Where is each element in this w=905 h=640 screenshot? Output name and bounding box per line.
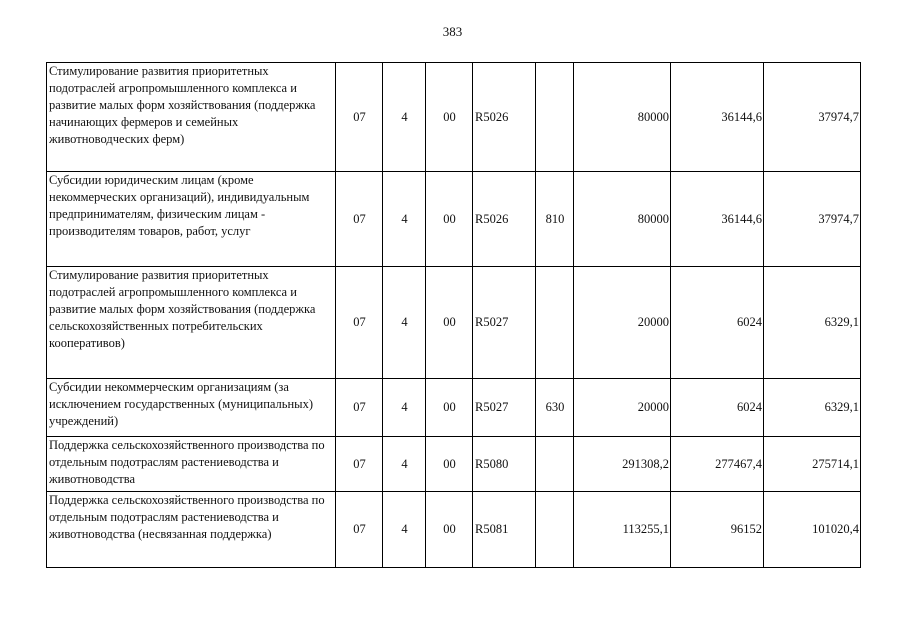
cell-value-3: 101020,4 bbox=[764, 492, 861, 568]
cell-value-2: 36144,6 bbox=[671, 63, 764, 172]
cell-value-2: 6024 bbox=[671, 379, 764, 437]
table-row bbox=[47, 63, 861, 172]
budget-table bbox=[46, 62, 861, 568]
cell-section: 07 bbox=[336, 267, 383, 379]
cell-value-3: 37974,7 bbox=[764, 172, 861, 267]
cell-section: 07 bbox=[336, 492, 383, 568]
cell-target: R5026 bbox=[473, 63, 536, 172]
cell-value-3: 275714,1 bbox=[764, 437, 861, 492]
table-row bbox=[47, 172, 861, 267]
table-row bbox=[47, 379, 861, 437]
cell-subsection: 4 bbox=[383, 172, 426, 267]
row-name: Поддержка сельскохозяйственного производства по отдельным подотраслям растениеводства и животноводства bbox=[47, 437, 336, 492]
cell-program: 00 bbox=[426, 379, 473, 437]
cell-type bbox=[536, 63, 574, 172]
cell-target: R5026 bbox=[473, 172, 536, 267]
cell-section: 07 bbox=[336, 379, 383, 437]
cell-subsection: 4 bbox=[383, 379, 426, 437]
cell-program: 00 bbox=[426, 172, 473, 267]
table-row bbox=[47, 437, 861, 492]
cell-value-2: 277467,4 bbox=[671, 437, 764, 492]
cell-target: R5081 bbox=[473, 492, 536, 568]
cell-subsection: 4 bbox=[383, 63, 426, 172]
cell-section: 07 bbox=[336, 437, 383, 492]
cell-type bbox=[536, 437, 574, 492]
cell-program: 00 bbox=[426, 492, 473, 568]
cell-target: R5027 bbox=[473, 379, 536, 437]
row-name: Стимулирование развития приоритетных подотраслей агропромышленного комплекса и развитие малых форм хозяйствования (поддержка сельскохозяйственных потребительских кооперативов) bbox=[47, 267, 336, 379]
cell-value-1: 80000 bbox=[574, 172, 671, 267]
cell-section: 07 bbox=[336, 172, 383, 267]
cell-value-2: 36144,6 bbox=[671, 172, 764, 267]
row-name: Поддержка сельскохозяйственного производства по отдельным подотраслям растениеводства и животноводства (несвязанная поддержка) bbox=[47, 492, 336, 568]
row-name: Субсидии юридическим лицам (кроме некоммерческих организаций), индивидуальным предпринимателям, физическим лицам - производителям товаров, работ, услуг bbox=[47, 172, 336, 267]
cell-value-1: 80000 bbox=[574, 63, 671, 172]
cell-program: 00 bbox=[426, 437, 473, 492]
cell-type: 810 bbox=[536, 172, 574, 267]
cell-subsection: 4 bbox=[383, 492, 426, 568]
cell-value-1: 20000 bbox=[574, 267, 671, 379]
cell-value-1: 291308,2 bbox=[574, 437, 671, 492]
cell-subsection: 4 bbox=[383, 437, 426, 492]
row-name: Стимулирование развития приоритетных подотраслей агропромышленного комплекса и развитие малых форм хозяйствования (поддержка начинающих фермеров и семейных животноводческих ферм) bbox=[47, 63, 336, 172]
cell-subsection: 4 bbox=[383, 267, 426, 379]
cell-value-1: 20000 bbox=[574, 379, 671, 437]
cell-value-3: 6329,1 bbox=[764, 379, 861, 437]
row-name: Субсидии некоммерческим организациям (за исключением государственных (муниципальных) учреждений) bbox=[47, 379, 336, 437]
table-row bbox=[47, 492, 861, 568]
table-row bbox=[47, 267, 861, 379]
cell-program: 00 bbox=[426, 267, 473, 379]
cell-value-2: 6024 bbox=[671, 267, 764, 379]
cell-value-1: 113255,1 bbox=[574, 492, 671, 568]
cell-section: 07 bbox=[336, 63, 383, 172]
cell-value-2: 96152 bbox=[671, 492, 764, 568]
cell-target: R5080 bbox=[473, 437, 536, 492]
cell-value-3: 6329,1 bbox=[764, 267, 861, 379]
cell-target: R5027 bbox=[473, 267, 536, 379]
cell-value-3: 37974,7 bbox=[764, 63, 861, 172]
cell-program: 00 bbox=[426, 63, 473, 172]
cell-type bbox=[536, 492, 574, 568]
page-number: 383 bbox=[442, 24, 463, 39]
cell-type bbox=[536, 267, 574, 379]
cell-type: 630 bbox=[536, 379, 574, 437]
